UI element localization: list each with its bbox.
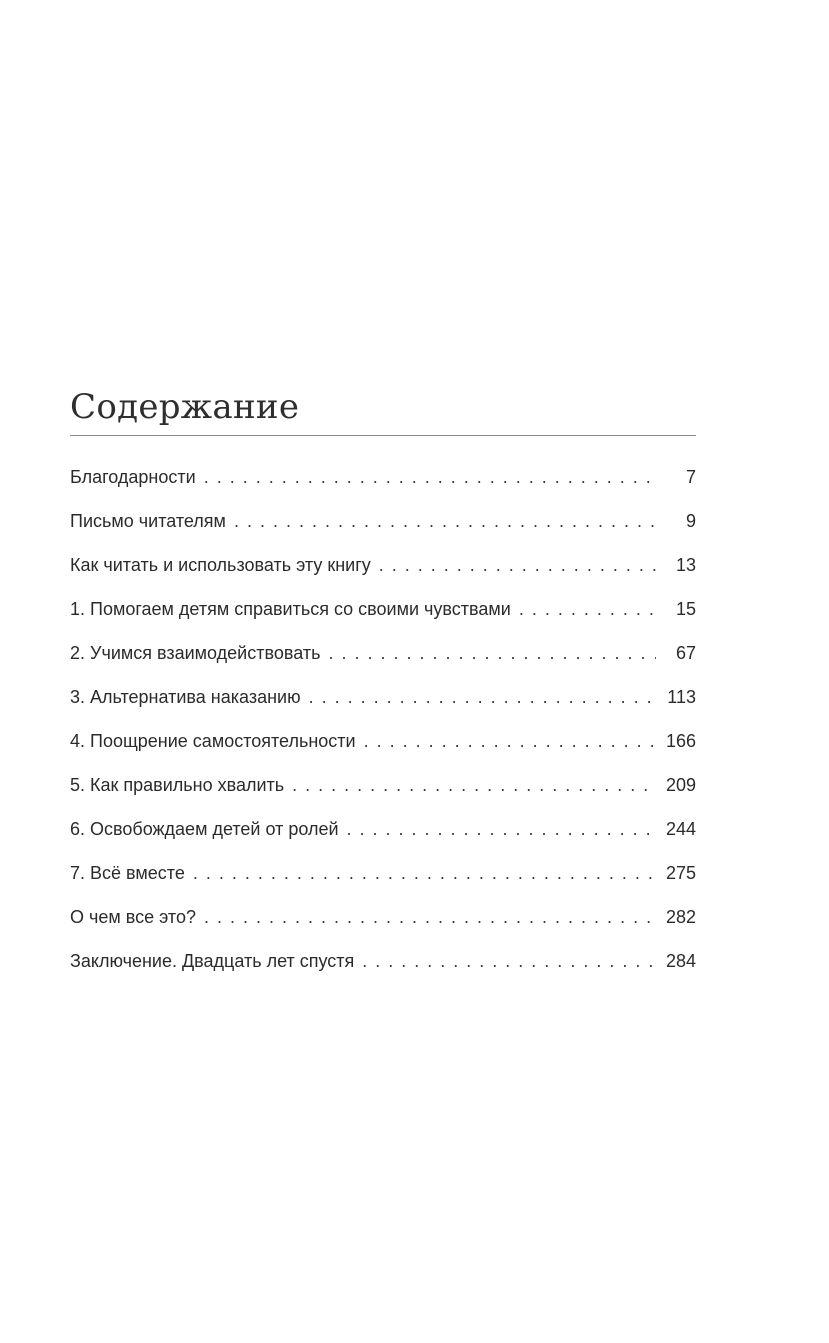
toc-entry-title: 3. Альтернатива наказанию — [70, 687, 301, 707]
toc-entry-title: О чем все это? — [70, 907, 196, 927]
toc-entry-title: Как читать и использовать эту книгу — [70, 555, 371, 575]
dot-leader — [234, 499, 656, 543]
toc-entry-title: 7. Всё вместе — [70, 863, 185, 883]
toc-entry[interactable] — [70, 763, 696, 807]
toc-entry-page: 284 — [656, 939, 696, 983]
toc-entry-page: 15 — [656, 587, 696, 631]
toc-entry-title: Письмо читателям — [70, 511, 226, 531]
toc-entry-page: 67 — [656, 631, 696, 675]
toc-entry-page: 7 — [656, 455, 696, 499]
toc-entry[interactable] — [70, 631, 696, 675]
toc-entry[interactable] — [70, 939, 696, 983]
toc-entry-title: 4. Поощрение самостоятельности — [70, 731, 356, 751]
toc-entry[interactable] — [70, 807, 696, 851]
dot-leader — [193, 851, 656, 895]
toc-entry-page: 113 — [656, 675, 696, 719]
dot-leader — [309, 675, 656, 719]
toc-entry-title: 2. Учимся взаимодействовать — [70, 643, 321, 663]
toc-entry-page: 209 — [656, 763, 696, 807]
toc-entry-page: 166 — [656, 719, 696, 763]
toc-entry[interactable] — [70, 455, 696, 499]
dot-leader — [347, 807, 656, 851]
dot-leader — [204, 455, 656, 499]
toc-entry-page: 275 — [656, 851, 696, 895]
toc-entry-title: Благодарности — [70, 467, 196, 487]
toc-entry[interactable] — [70, 499, 696, 543]
toc-entry-title: 6. Освобождаем детей от ролей — [70, 819, 339, 839]
table-of-contents — [70, 383, 696, 983]
dot-leader — [362, 939, 656, 983]
toc-entry[interactable] — [70, 895, 696, 939]
toc-entry-page: 282 — [656, 895, 696, 939]
dot-leader — [204, 895, 656, 939]
toc-entry[interactable] — [70, 675, 696, 719]
toc-entry-page: 13 — [656, 543, 696, 587]
dot-leader — [292, 763, 656, 807]
toc-entry[interactable] — [70, 851, 696, 895]
toc-heading: Содержание — [70, 387, 300, 427]
toc-list — [70, 455, 696, 983]
toc-entry[interactable] — [70, 587, 696, 631]
toc-entry[interactable] — [70, 543, 696, 587]
toc-entry-title: 5. Как правильно хвалить — [70, 775, 285, 795]
toc-entry-page: 9 — [656, 499, 696, 543]
toc-entry-title: Заключение. Двадцать лет спустя — [70, 951, 355, 971]
dot-leader — [364, 719, 656, 763]
toc-entry-page: 244 — [656, 807, 696, 851]
toc-entry-title: 1. Помогаем детям справиться со своими чувствами — [70, 599, 511, 619]
dot-leader — [379, 543, 656, 587]
heading-divider — [70, 435, 696, 436]
dot-leader — [328, 631, 656, 675]
dot-leader — [519, 587, 656, 631]
toc-entry[interactable] — [70, 719, 696, 763]
